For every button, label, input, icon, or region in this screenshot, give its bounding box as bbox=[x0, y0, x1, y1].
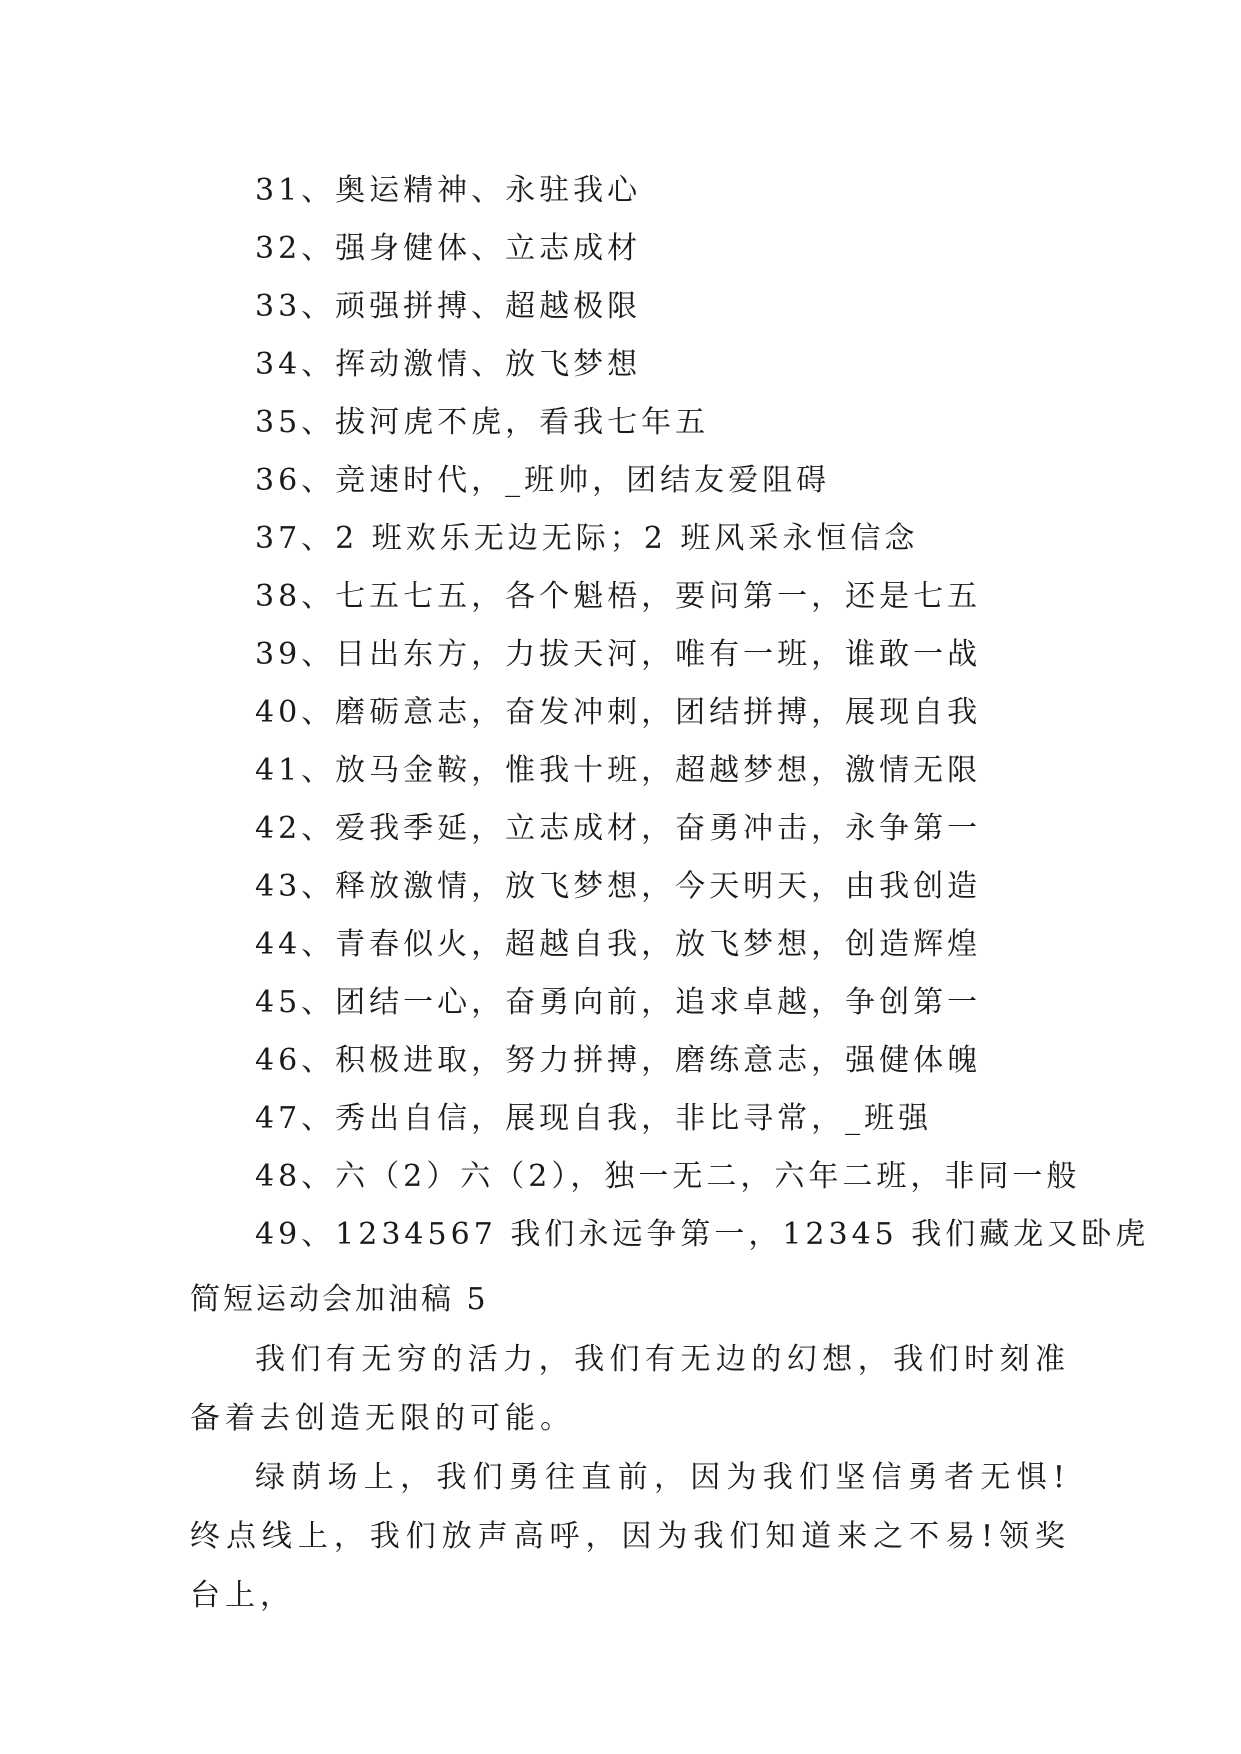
slogan-item: 35、拔河虎不虎，看我七年五 bbox=[255, 405, 710, 440]
slogan-item: 49、1234567 我们永远争第一，12345 我们藏龙又卧虎 bbox=[255, 1217, 1150, 1252]
paragraph: 我们有无穷的活力，我们有无边的幻想，我们时刻准备着去创造无限的可能。 bbox=[190, 1342, 1070, 1436]
slogan-item: 48、六（2）六（2），独一无二，六年二班，非同一般 bbox=[255, 1159, 1081, 1194]
slogan-item: 41、放马金鞍，惟我十班，超越梦想，激情无限 bbox=[255, 753, 982, 788]
section-heading: 简短运动会加油稿 5 bbox=[190, 1282, 489, 1317]
slogan-item: 32、强身健体、立志成材 bbox=[255, 231, 642, 266]
slogan-item: 34、挥动激情、放飞梦想 bbox=[255, 347, 642, 382]
slogan-item: 46、积极进取，努力拼搏，磨练意志，强健体魄 bbox=[255, 1043, 982, 1078]
slogan-item: 40、磨砺意志，奋发冲刺，团结拼搏，展现自我 bbox=[255, 695, 982, 730]
slogan-item: 47、秀出自信，展现自我，非比寻常，_班强 bbox=[255, 1101, 933, 1136]
slogan-item: 42、爱我季延，立志成材，奋勇冲击，永争第一 bbox=[255, 811, 982, 846]
slogan-item: 44、青春似火，超越自我，放飞梦想，创造辉煌 bbox=[255, 927, 982, 962]
slogan-item: 38、七五七五，各个魁梧，要问第一，还是七五 bbox=[255, 579, 982, 614]
slogan-item: 31、奥运精神、永驻我心 bbox=[255, 173, 642, 208]
slogan-item: 37、2 班欢乐无边无际；2 班风采永恒信念 bbox=[255, 521, 919, 556]
slogan-item: 33、顽强拼搏、超越极限 bbox=[255, 289, 642, 324]
slogan-item: 39、日出东方，力拔天河，唯有一班，谁敢一战 bbox=[255, 637, 982, 672]
slogan-item: 43、释放激情，放飞梦想，今天明天，由我创造 bbox=[255, 869, 982, 904]
paragraph: 绿荫场上，我们勇往直前，因为我们坚信勇者无惧!终点线上，我们放声高呼，因为我们知道来之不易!领奖台上， bbox=[190, 1460, 1070, 1613]
slogan-item: 45、团结一心，奋勇向前，追求卓越，争创第一 bbox=[255, 985, 982, 1020]
slogan-item: 36、竞速时代，_班帅，团结友爱阻碍 bbox=[255, 463, 831, 498]
slogan-list bbox=[255, 162, 1149, 1264]
